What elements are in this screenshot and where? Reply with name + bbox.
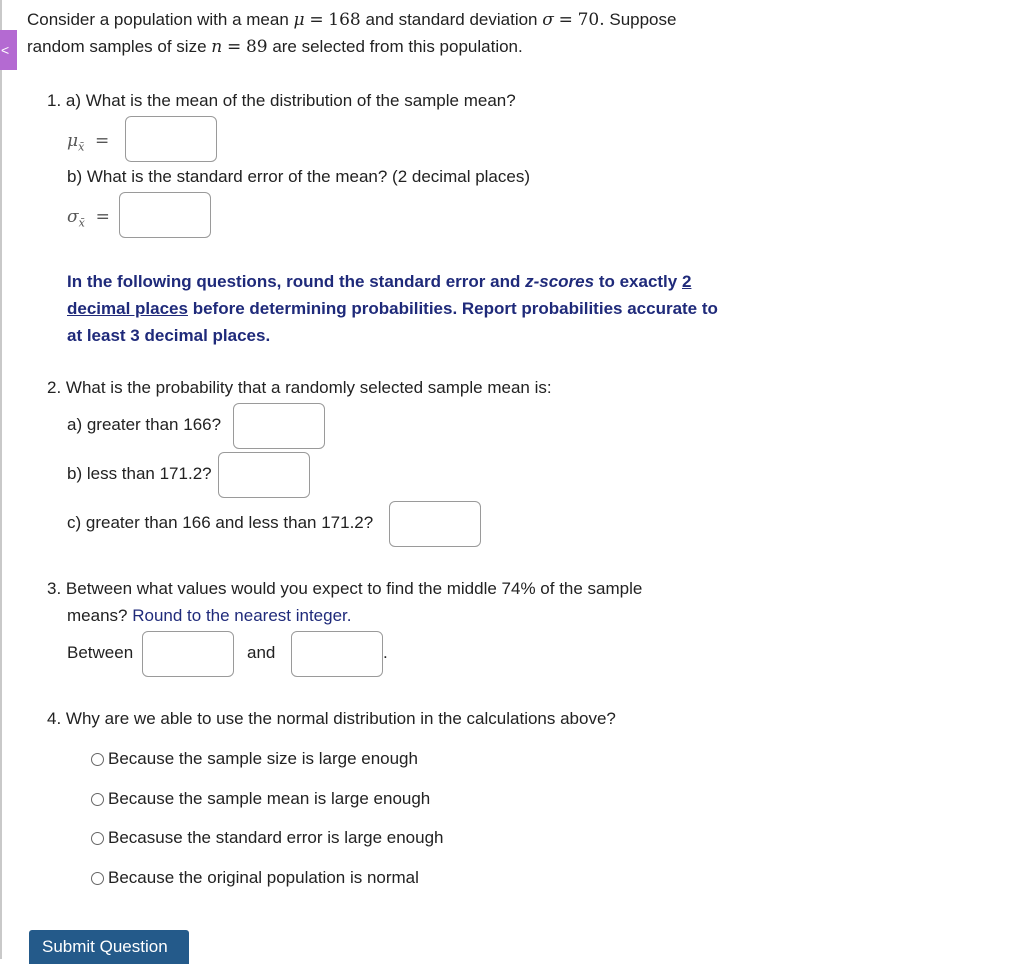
sigma-xbar-label [67, 207, 110, 230]
intro-text: and standard deviation [365, 10, 538, 29]
equals-sign: = [95, 207, 110, 227]
sigma-symbol: σ [67, 207, 79, 227]
q3-text: 3. Between what values would you expect to find the middle 74% of the sample [47, 579, 643, 598]
between-label: Between [67, 643, 134, 662]
upper-bound-input[interactable] [291, 631, 383, 677]
and-label: and [247, 643, 276, 662]
equals-sign: = [558, 10, 573, 30]
radio-icon[interactable] [91, 832, 104, 845]
radio-option[interactable] [91, 828, 443, 848]
equals-sign: = [309, 10, 324, 30]
prob-between-input[interactable] [389, 501, 481, 547]
left-border [0, 0, 2, 959]
xbar-subscript: x̄ [78, 140, 85, 154]
q3-text: means? [67, 606, 128, 625]
radio-option[interactable] [91, 868, 419, 888]
n-value: 89 [245, 37, 268, 57]
q2-text: 2. What is the probability that a randomly selected sample mean is: [47, 378, 552, 397]
q1a-text: 1. a) What is the mean of the distribution of the sample mean? [47, 91, 516, 110]
q4-text: 4. Why are we able to use the normal distribution in the calculations above? [47, 709, 616, 728]
radio-icon[interactable] [91, 753, 104, 766]
period: . [383, 643, 388, 662]
standard-error-input[interactable] [119, 192, 211, 238]
q3-text-2 [67, 606, 351, 626]
collapse-tab-icon[interactable]: < [0, 30, 17, 70]
radio-label[interactable]: Because the sample mean is large enough [108, 789, 431, 808]
mu-value: 168 [328, 10, 361, 30]
intro-text: Consider a population with a mean [27, 10, 289, 29]
prob-greater-166-input[interactable] [233, 403, 325, 449]
q2a-text: a) greater than 166? [67, 415, 222, 434]
intro-line-1 [27, 10, 676, 30]
notice-text: to exactly [598, 272, 678, 291]
mu-symbol: μ [67, 131, 79, 151]
mean-of-sample-mean-input[interactable] [125, 116, 217, 162]
xbar-subscript: x̄ [78, 216, 85, 230]
equals-sign: = [226, 37, 242, 57]
sigma-symbol: σ [542, 10, 554, 30]
submit-question-button[interactable]: Submit Question [29, 930, 189, 964]
equals-sign: = [95, 131, 110, 151]
mu-symbol: μ [293, 10, 305, 30]
mu-xbar-label [67, 131, 109, 154]
intro-text: are selected from this population. [272, 37, 523, 56]
radio-option[interactable] [91, 749, 418, 769]
radio-label[interactable]: Because the original population is normal [108, 868, 419, 887]
radio-icon[interactable] [91, 793, 104, 806]
intro-text: random samples of size [27, 37, 207, 56]
intro-text: Suppose [609, 10, 677, 29]
notice-text: In the following questions, round the standard error and [67, 272, 521, 291]
q2c-text: c) greater than 166 and less than 171.2? [67, 513, 374, 532]
n-symbol: n [211, 37, 223, 57]
radio-option[interactable] [91, 789, 430, 809]
lower-bound-input[interactable] [142, 631, 234, 677]
notice-text: before determining probabilities. Report probabilities accurate to at least 3 decimal places. [67, 299, 718, 345]
radio-label[interactable]: Because the sample size is large enough [108, 749, 418, 768]
intro-line-2 [27, 37, 523, 57]
rounding-instructions [67, 268, 727, 349]
sigma-value: 70. [577, 10, 605, 30]
notice-zscores: z-scores [525, 272, 595, 291]
q3-round-note: Round to the nearest integer. [132, 606, 352, 625]
q2b-text: b) less than 171.2? [67, 464, 212, 483]
notice-underlined: 2 decimal places [67, 272, 692, 318]
q1b-text: b) What is the standard error of the mean? (2 decimal places) [67, 167, 530, 186]
radio-label[interactable]: Becasuse the standard error is large enough [108, 828, 444, 847]
radio-icon[interactable] [91, 872, 104, 885]
prob-less-171-input[interactable] [218, 452, 310, 498]
